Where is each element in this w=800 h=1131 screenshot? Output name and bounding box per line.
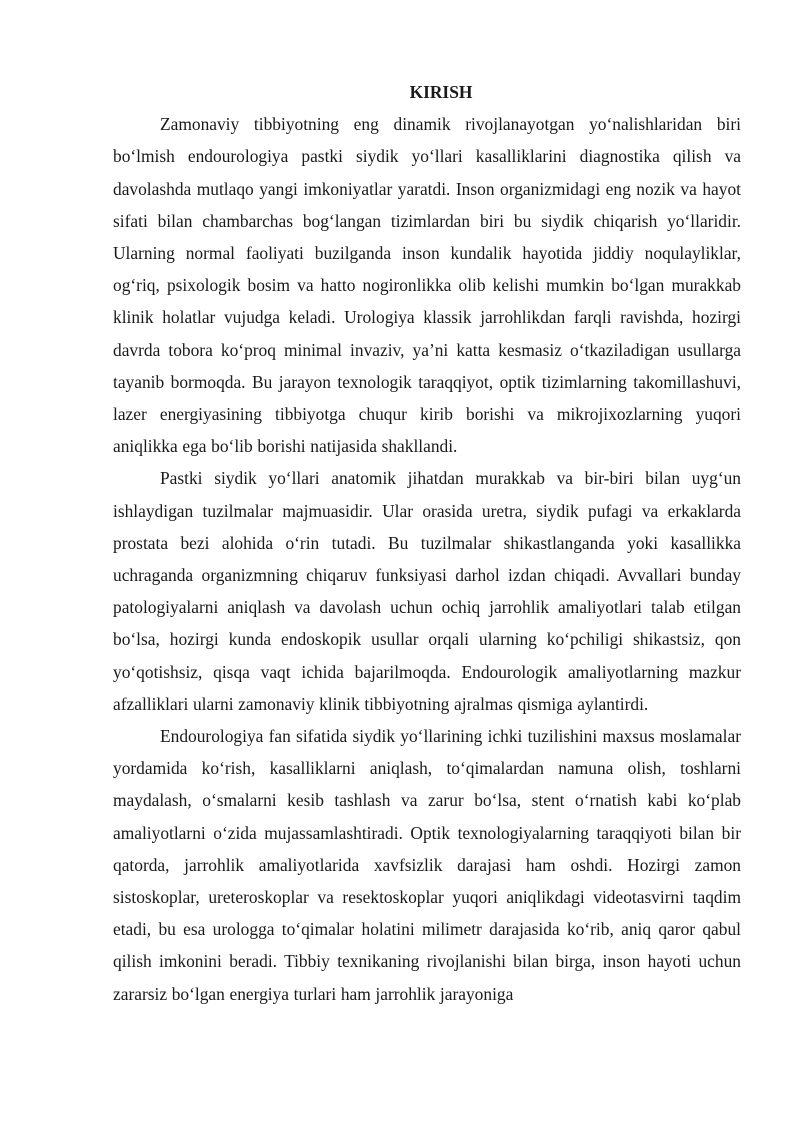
document-body: [113, 76, 741, 1010]
paragraph-2: Pastki siydik yoʻllari anatomik jihatdan murakkab va bir-biri bilan uygʻun ishlaydigan tuzilmalar majmuasidir. Ular orasida uretra, siydik pufagi va erkaklarda prostata bezi alohida oʻrin tutadi. Bu tuzilmalar shikastlanganda yoki kasallikka uchraganda organizmning chiqaruv funksiyasi darhol izdan chiqadi. Avvallari bunday patologiyalarni aniqlash va davolash uchun ochiq jarrohlik amaliyotlari talab etilgan boʻlsa, hozirgi kunda endoskopik usullar orqali ularning koʻpchiligi shikastsiz, qon yoʻqotishsiz, qisqa vaqt ichida bajarilmoqda. Endourologik amaliyotlarning mazkur afzalliklari ularni zamonaviy klinik tibbiyotning ajralmas qismiga aylantirdi.: [113, 468, 741, 714]
paragraph-1: Zamonaviy tibbiyotning eng dinamik rivojlanayotgan yoʻnalishlaridan biri boʻlmish endourologiya pastki siydik yoʻllari kasalliklarini diagnostika qilish va davolashda mutlaqo yangi imkoniyatlar yaratdi. Inson organizmidagi eng nozik va hayot sifati bilan chambarchas bogʻlangan tizimlardan biri bu siydik chiqarish yoʻllaridir. Ularning normal faoliyati buzilganda inson kundalik hayotida jiddiy noqulayliklar, ogʻriq, psixologik bosim va hatto nogironlikka olib kelishi mumkin boʻlgan murakkab klinik holatlar vujudga keladi. Urologiya klassik jarrohlikdan farqli ravishda, hozirgi davrda tobora koʻproq minimal invaziv, yaʼni katta kesmasiz oʻtkaziladigan usullarga tayanib bormoqda. Bu jarayon texnologik taraqqiyot, optik tizimlarning takomillashuvi, lazer energiyasining tibbiyotga chuqur kirib borishi va mikrojixozlarning yuqori aniqlikka ega boʻlib borishi natijasida shakllandi.: [113, 114, 741, 457]
section-heading: KIRISH: [409, 82, 473, 102]
paragraph-3: Endourologiya fan sifatida siydik yoʻllarining ichki tuzilishini maxsus moslamalar yordamida koʻrish, kasalliklarni aniqlash, toʻqimalardan namuna olish, toshlarni maydalash, oʻsmalarni kesib tashlash va zarur boʻlsa, stent oʻrnatish kabi koʻplab amaliyotlarni oʻzida mujassamlashtiradi. Optik texnologiyalarning taraqqiyoti bilan bir qatorda, jarrohlik amaliyotlarida xavfsizlik darajasi ham oshdi. Hozirgi zamon sistoskoplar, ureteroskoplar va resektoskoplar yuqori aniqlikdagi videotasvirni taqdim etadi, bu esa urologga toʻqimalar holatini milimetr darajasida koʻrib, aniq qaror qabul qilish imkonini beradi. Tibbiy texnikaning rivojlanishi bilan birga, inson hayoti uchun zararsiz boʻlgan energiya turlari ham jarrohlik jarayoniga: [113, 726, 741, 1004]
